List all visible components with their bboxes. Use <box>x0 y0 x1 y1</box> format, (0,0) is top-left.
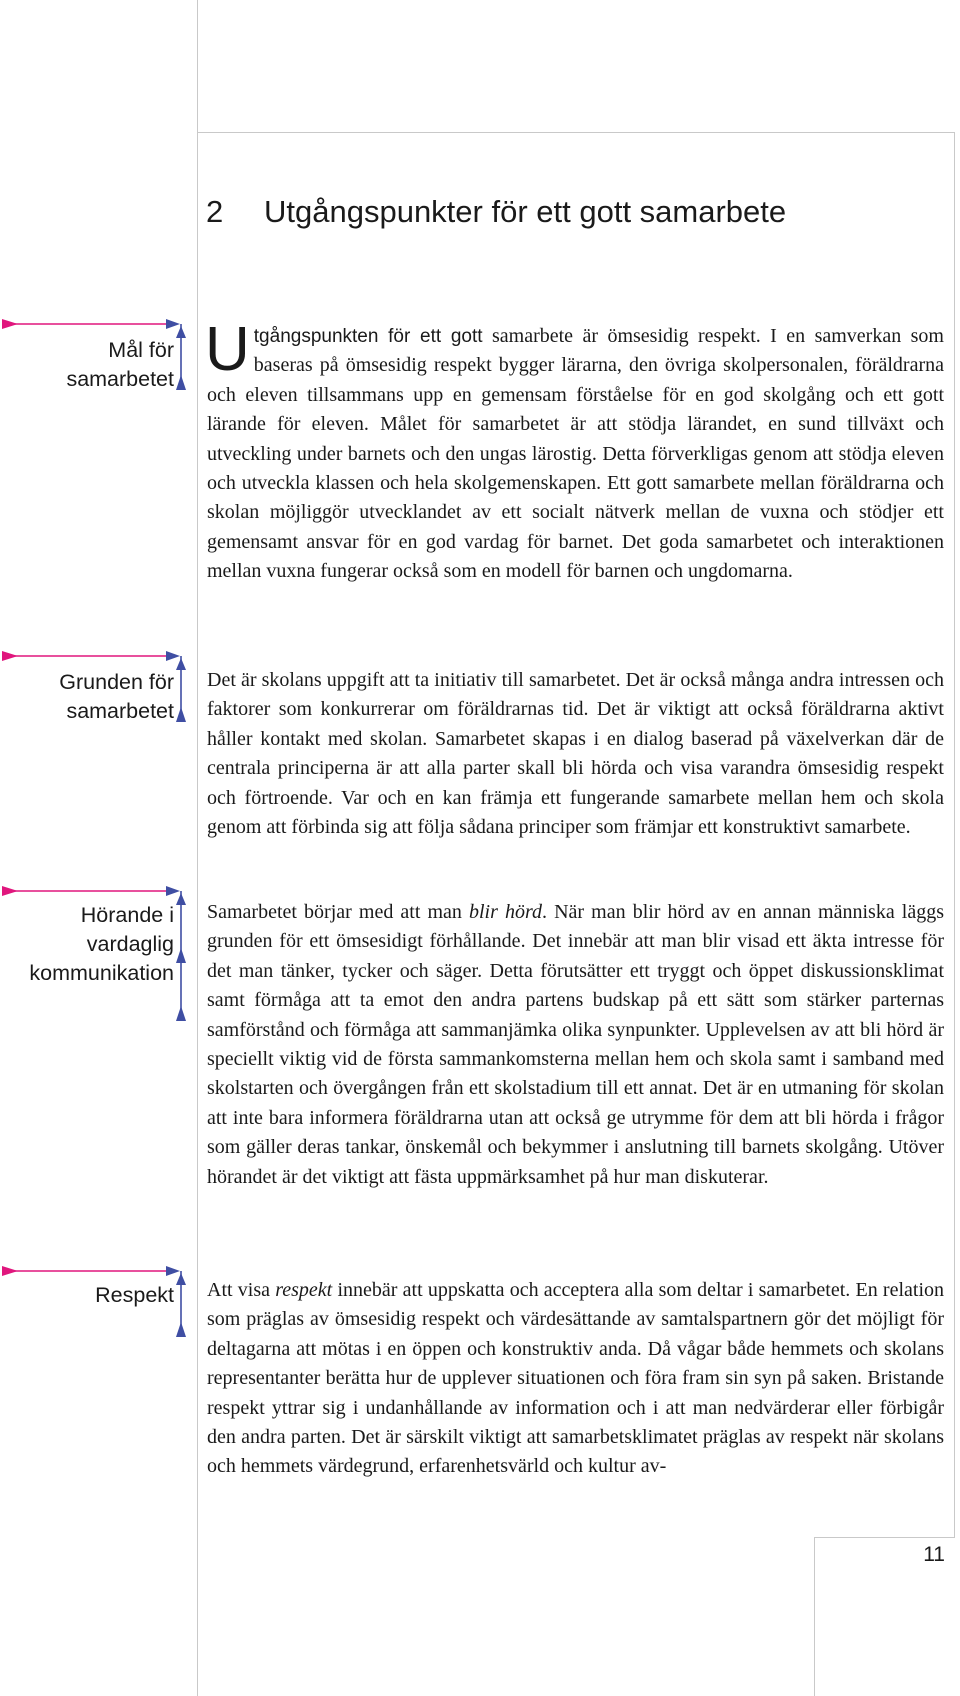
margin-rule <box>197 0 198 1696</box>
paragraph-text: Samarbetet börjar med att man <box>207 901 469 923</box>
page-number: 11 <box>923 1543 945 1566</box>
paragraph-text: innebär att uppskatta och acceptera alla som deltar i samarbetet. En relation som präglas av ömsesidig respekt och värdesättande av samtalspartnern gör det möjligt för deltagarna att mötas i en öppen och konstruktiv anda. Då vågar både hemmets och skolans representanter berätta hur de upplever situationen och föra fram sin syn på saken. Bristande respekt yttrar sig i undanhållande av information och i att man nedvärderar eller förbigår den andra parten. Det är särskilt viktigt att samarbetsklimatet präglas av respekt när skolans och hemmets värdegrund, erfarenhetsvärld och kultur av- <box>207 1279 944 1478</box>
right-rule <box>954 132 955 1538</box>
paragraph-text: . När man blir hörd av en annan människa läggs grunden för ett ömsesidigt förhållande. Det innebär att man blir visad ett äkta intresse för det man tänker, tycker och säger. Detta förutsätter ett tryggt och öppet diskussionsklimat samt förmåga att ta emot den andra partens budskap på ett sätt som stärker parternas samförstånd och förmåga att sammanjämka olika synpunkter. Upplevelsen av att bli hörd är speciellt viktig vid de första sammankomsterna mellan hem och skola samt i samband med skolstarten och övergången från ett skolstadium till ett annat. Det är en utmaning för skolan att inte bara informera föräldrarna utan att också ge utrymme för dem att bli hörda i frågor som gäller deras tankar, önskemål och bekymmer i anslutning till barnets skolgång. Utöver hörandet är det viktigt att fästa uppmärksamhet på hur man diskuterar. <box>207 901 945 1188</box>
paragraph <box>207 1276 944 1482</box>
margin-note: Mål för samarbetet <box>66 338 174 391</box>
dropcap: U <box>205 315 250 384</box>
top-rule <box>197 132 954 133</box>
chapter-heading <box>206 194 786 230</box>
margin-note: Hörande i vardaglig kommunikation <box>29 903 174 985</box>
chapter-title: Utgångspunkter för ett gott samarbete <box>264 194 787 229</box>
emphasis: blir hörd <box>469 901 543 923</box>
paragraph <box>205 315 944 587</box>
paragraph-text: Det är skolans uppgift att ta initiativ till samarbetet. Det är också många andra intressen och faktorer som konkurrerar om föräldrarnas tid. Det är viktigt att också föräldrarna aktivt håller kontakt med skolan. Samarbetet skapas i en dialog baserad på växelverkan där de centrala principerna är att alla parter skall bli hörda och visa varandra ömsesidig respekt och förtroende. Var och en kan främja ett fungerande samarbete mellan hem och skola genom att förbinda sig att följa sådana principer som främjar ett konstruktivt samarbete. <box>207 669 944 839</box>
footer-rule <box>814 1537 954 1538</box>
margin-note: Grunden för samarbetet <box>59 670 174 723</box>
margin-note: Respekt <box>95 1283 174 1307</box>
paragraph-lead: tgångspunkten för ett gott <box>253 326 483 347</box>
chapter-number: 2 <box>206 194 224 229</box>
paragraph-text: samarbete är ömsesidig respekt. I en samverkan som baseras på ömsesidig respekt bygger lärarna, den övriga skolpersonalen, föräldrarna och eleven tillsammans upp en gemensam förståelse för en god skolgång och ett gott lärande för eleven. Målet för samarbetet är att stödja lärandet, en sund tillväxt och utveckling under barnets och den ungas lärostig. Detta förverkligas genom att stödja eleven och utveckla klassen och hela skolgemenskapen. Ett gott samarbete mellan föräldrarna och skolan möjliggör utvecklandet av ett socialt nätverk mellan de vuxna och stödjer ett gemensamt ansvar för en god vardag för barnet. Det goda samarbetet och interaktionen mellan vuxna fungerar också som en modell för barnen och ungdomarna. <box>207 325 944 583</box>
emphasis: respekt <box>275 1279 333 1301</box>
paragraph <box>207 666 944 842</box>
footer-rule-vertical <box>814 1537 815 1696</box>
paragraph-text: Att visa <box>207 1279 276 1301</box>
paragraph <box>207 898 944 1192</box>
